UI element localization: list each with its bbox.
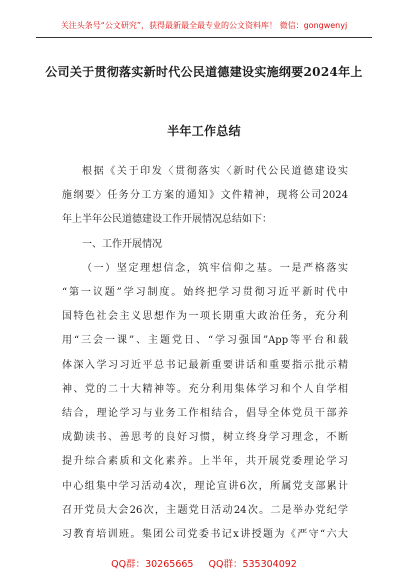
section-heading: 一、工作开展情况	[82, 238, 162, 250]
body-line: 结合，理论学习与业务工作相结合，倡导全体党员干部养	[62, 408, 348, 420]
footer-qq-group-1: QQ群：30265665	[111, 559, 194, 570]
body-line: “第一议题”学习制度。始终把学习贯彻习近平新时代中	[62, 287, 348, 299]
header-banner: 关注头条号“公文研究”，获得最新最全最专业的公文资料库！ 微信：gongwenyj	[60, 21, 348, 30]
document-title-line-2: 半年工作总结	[167, 124, 241, 138]
body-line: 施纲要〉任务分工方案的通知》文件精神，现将公司2024	[62, 190, 348, 202]
body-line: 成勤读书、善思考的良好习惯，树立终身学习理念，不断	[62, 432, 348, 444]
footer-qq-group-2: QQ群：535304092	[208, 559, 297, 570]
document-title-line-1: 公司关于贯彻落实新时代公民道德建设实施纲要2024年上	[45, 65, 363, 79]
body-line: 体深入学习习近平总书记最新重要讲话和重要指示批示精	[62, 359, 348, 371]
body-line: 中心组集中学习活动4次，理论宣讲6次，所属党支部累计	[62, 480, 348, 492]
body-line: 用“三会一课”、主题党日、“学习强国”App等平台和载	[62, 335, 348, 347]
body-line: 习教育培训班。集团公司党委书记x讲授题为《严守“六大	[62, 529, 348, 541]
body-line: 年上半年公民道德建设工作开展情况总结如下：	[62, 214, 272, 226]
header-divider	[36, 37, 372, 38]
body-line: 神、党的二十大精神等。充分利用集体学习和个人自学相	[62, 383, 348, 395]
body-line: 根据《关于印发〈贯彻落实〈新时代公民道德建设实	[82, 166, 348, 177]
body-line: （一）坚定理想信念，筑牢信仰之基。一是严格落实	[82, 262, 348, 274]
body-line: 国特色社会主义思想作为一项长期重大政治任务，充分利	[62, 311, 348, 323]
body-line: 召开党员大会26次，主题党日活动24次。二是举办党纪学	[62, 504, 348, 516]
footer-contact	[0, 556, 408, 570]
document-body	[62, 160, 348, 547]
body-line: 提升综合素质和文化素养。上半年，共开展党委理论学习	[62, 456, 348, 468]
